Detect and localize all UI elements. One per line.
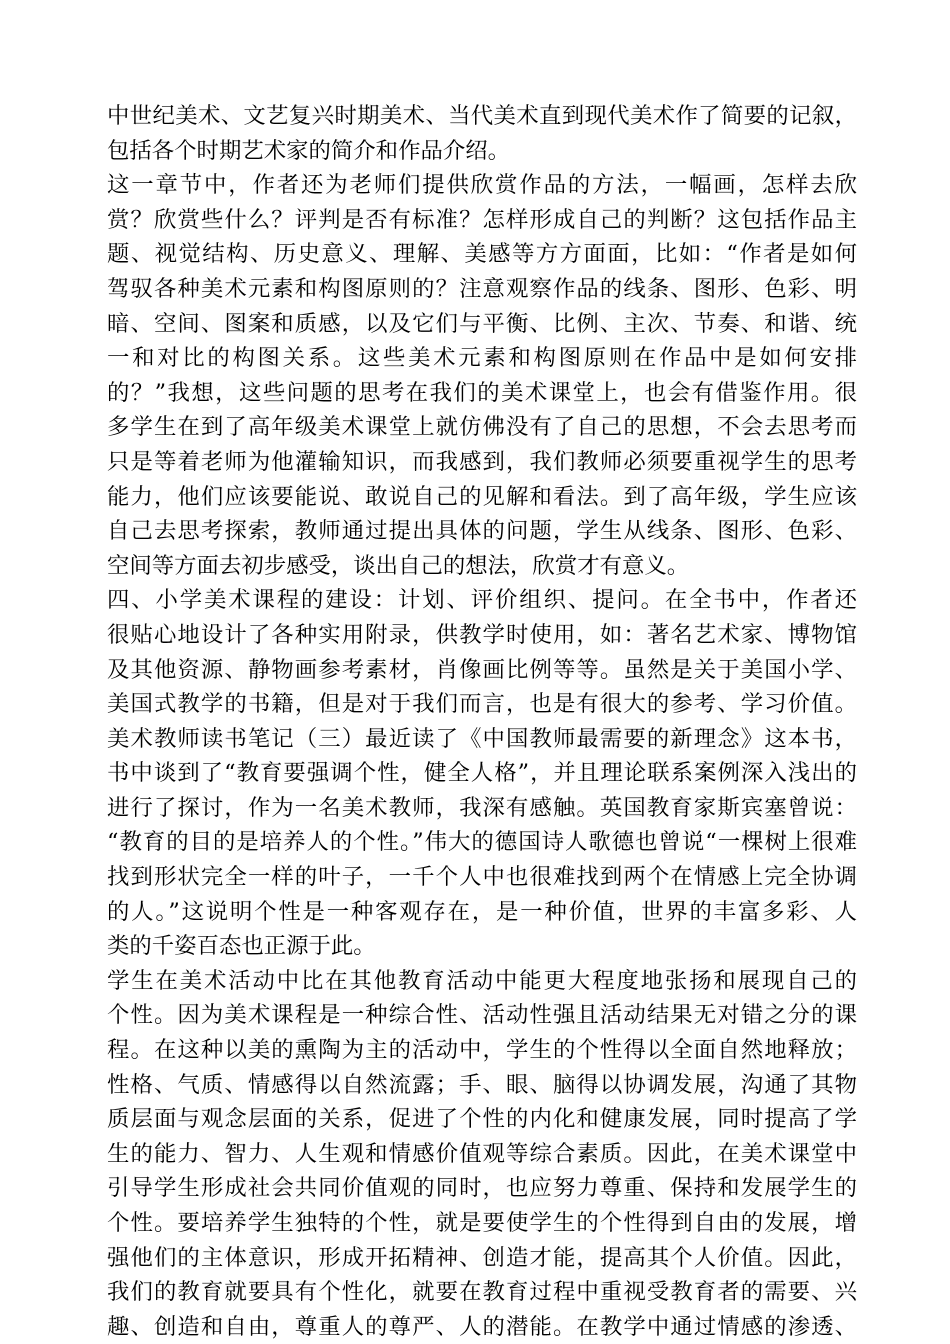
text-line: 这一章节中，作者还为老师们提供欣赏作品的方法，一幅画，怎样去欣 xyxy=(107,172,857,199)
text-line: 类的千姿百态也正源于此。 xyxy=(107,933,376,960)
text-line: 自己去思考探索，教师通过提出具体的问题，学生从线条、图形、色彩、 xyxy=(107,518,857,545)
text-line: 多学生在到了高年级美术课堂上就仿佛没有了自己的思想，不会去思考而 xyxy=(107,414,857,441)
text-line: 个性。因为美术课程是一种综合性、活动性强且活动结果无对错之分的课 xyxy=(107,1002,857,1029)
text-line: 包括各个时期艺术家的简介和作品介绍。 xyxy=(107,137,511,164)
text-line: 很贴心地设计了各种实用附录，供教学时使用，如：著名艺术家、博物馆 xyxy=(107,621,857,648)
text-line: 强他们的主体意识，形成开拓精神、创造才能，提高其个人价值。因此， xyxy=(107,1244,857,1271)
text-line: 找到形状完全一样的叶子，一千个人中也很难找到两个在情感上完全协调 xyxy=(107,864,857,891)
text-line: 能力，他们应该要能说、敢说自己的见解和看法。到了高年级，学生应该 xyxy=(107,483,857,510)
text-line: 暗、空间、图案和质感，以及它们与平衡、比例、主次、节奏、和谐、统 xyxy=(107,310,857,337)
text-line: 趣、创造和自由，尊重人的尊严、人的潜能。在教学中通过情感的渗透、 xyxy=(107,1313,857,1340)
text-line: 个性。要培养学生独特的个性，就是要使学生的个性得到自由的发展，增 xyxy=(107,1210,857,1236)
text-line: 四、小学美术课程的建设：计划、评价组织、提问。在全书中，作者还 xyxy=(107,587,857,614)
text-line: 一和对比的构图关系。这些美术元素和构图原则在作品中是如何安排 xyxy=(107,345,857,372)
text-line: 赏？欣赏些什么？评判是否有标准？怎样形成自己的判断？这包括作品主 xyxy=(107,206,857,233)
text-line: 的人。”这说明个性是一种客观存在，是一种价值，世界的丰富多彩、人 xyxy=(107,898,857,925)
text-line: 及其他资源、静物画参考素材，肖像画比例等等。虽然是关于美国小学、 xyxy=(107,656,857,683)
text-line: 我们的教育就要具有个性化，就要在教育过程中重视受教育者的需要、兴 xyxy=(107,1279,857,1306)
text-line: 中世纪美术、文艺复兴时期美术、当代美术直到现代美术作了简要的记叙， xyxy=(107,103,857,129)
text-line: 空间等方面去初步感受，谈出自己的想法，欣赏才有意义。 xyxy=(107,552,690,579)
text-line: 学生在美术活动中比在其他教育活动中能更大程度地张扬和展现自己的 xyxy=(107,967,857,994)
text-line: 驾驭各种美术元素和构图原则的？注意观察作品的线条、图形、色彩、明 xyxy=(107,275,857,302)
text-line: 只是等着老师为他灌输知识，而我感到，我们教师必须要重视学生的思考 xyxy=(107,448,857,475)
text-line: 书中谈到了“教育要强调个性，健全人格”，并且理论联系案例深入浅出的 xyxy=(107,760,857,787)
document-page xyxy=(107,99,857,1344)
text-line: 程。在这种以美的熏陶为主的活动中，学生的个性得以全面自然地释放； xyxy=(107,1037,857,1064)
text-line: 进行了探讨，作为一名美术教师，我深有感触。英国教育家斯宾塞曾说： xyxy=(107,794,857,821)
text-line: 生的能力、智力、人生观和情感价值观等综合素质。因此，在美术课堂中 xyxy=(107,1140,857,1167)
text-line: 题、视觉结构、历史意义、理解、美感等方方面面，比如：“作者是如何 xyxy=(107,241,857,268)
text-line: 性格、气质、情感得以自然流露；手、眼、脑得以协调发展，沟通了其物 xyxy=(107,1071,857,1098)
text-line: 的？”我想，这些问题的思考在我们的美术课堂上，也会有借鉴作用。很 xyxy=(107,379,857,406)
text-line: 美国式教学的书籍，但是对于我们而言，也是有很大的参考、学习价值。 xyxy=(107,691,857,718)
text-line: 质层面与观念层面的关系，促进了个性的内化和健康发展，同时提高了学 xyxy=(107,1106,857,1133)
text-line: 美术教师读书笔记（三）最近读了《中国教师最需要的新理念》这本书， xyxy=(107,725,857,752)
text-line: 引导学生形成社会共同价值观的同时，也应努力尊重、保持和发展学生的 xyxy=(107,1175,857,1202)
text-line: “教育的目的是培养人的个性。”伟大的德国诗人歌德也曾说“一棵树上很难 xyxy=(107,829,857,856)
